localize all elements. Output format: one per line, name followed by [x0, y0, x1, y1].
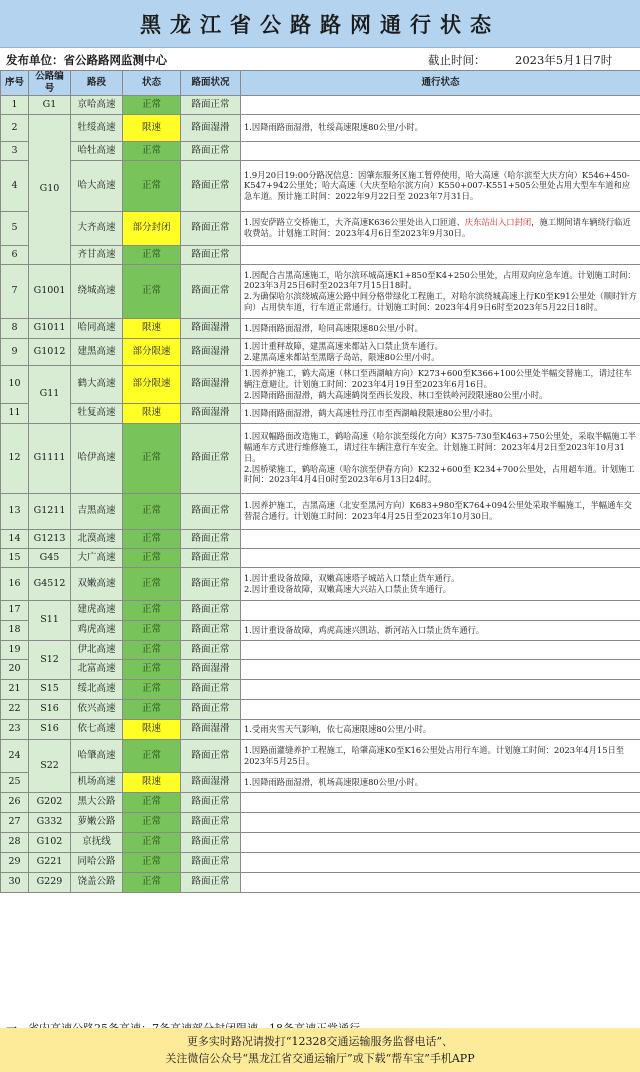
footer-line-2: 关注微信公众号“黑龙江省交通运输厅”或下载“帮车宝”手机APP — [165, 1052, 475, 1065]
row-seq: 26 — [1, 792, 29, 812]
row-status-badge: 正常 — [123, 264, 181, 318]
row-code: G1111 — [29, 423, 71, 493]
row-code: G11 — [29, 365, 71, 423]
row-status-badge: 限速 — [123, 403, 181, 423]
row-status-badge: 正常 — [123, 493, 181, 529]
row-status-badge: 正常 — [123, 812, 181, 832]
row-seq: 28 — [1, 832, 29, 852]
detail-line: 1.因降雨路面湿滑，机场高速限速80公里/小时。 — [244, 776, 423, 787]
row-surface: 路面正常 — [181, 548, 241, 567]
row-code: G1 — [29, 95, 71, 114]
row-seq: 30 — [1, 872, 29, 892]
row-status-badge: 正常 — [123, 852, 181, 872]
table-row — [1, 493, 640, 529]
row-status-badge: 正常 — [123, 739, 181, 772]
table-row — [1, 318, 640, 338]
row-surface: 路面正常 — [181, 600, 241, 620]
row-seq: 7 — [1, 264, 29, 318]
row-status-badge: 正常 — [123, 679, 181, 699]
detail-closure-highlight: 庆东站出入口封闭 — [464, 217, 532, 228]
row-seq: 17 — [1, 600, 29, 620]
row-code: G102 — [29, 832, 71, 852]
row-detail — [241, 679, 640, 699]
row-section: 黑大公路 — [71, 792, 123, 812]
row-status-badge: 正常 — [123, 529, 181, 548]
row-section: 双嫩高速 — [71, 567, 123, 600]
detail-line: 2.为确保哈尔滨绕城高速公路中间分格带绿化工程施工，对哈尔滨绕城高速上行K0至K91公里处（顺时针方向）占用快车道，行车道正常通行。计划施工时间：2023年4月9日6时至2023年5月22日18时。 — [244, 291, 637, 313]
row-status-badge: 限速 — [123, 318, 181, 338]
row-section: 鹤大高速 — [71, 365, 123, 403]
row-status-badge: 正常 — [123, 245, 181, 264]
row-code: G202 — [29, 792, 71, 812]
row-section: 依七高速 — [71, 719, 123, 739]
row-surface: 路面正常 — [181, 699, 241, 719]
row-status-badge: 正常 — [123, 160, 181, 211]
detail-line: 1.因计重设备故障，双嫩高速塔子城站入口禁止货车通行。 — [244, 572, 460, 583]
header-seq: 序号 — [1, 71, 29, 96]
row-section: 哈肇高速 — [71, 739, 123, 772]
detail-line: 1.9月20日19:00分路况信息：因肇东服务区施工暂停使用，哈大高速（哈尔滨至大庆方向）K546+450-K547+942公里处；哈大高速（大庆至哈尔滨方向）K550+007-K551+505公里处占用大型车车道和应急车道。预计施工时间：2022年9月22日至 2023年7月31日。 — [244, 169, 631, 202]
table-row — [1, 264, 640, 318]
row-seq: 23 — [1, 719, 29, 739]
table-row — [1, 95, 640, 114]
row-status-badge: 正常 — [123, 141, 181, 160]
row-section: 建黑高速 — [71, 338, 123, 365]
table-row — [1, 852, 640, 872]
row-status-badge: 正常 — [123, 792, 181, 812]
table-row — [1, 114, 640, 141]
row-seq: 14 — [1, 529, 29, 548]
row-surface: 路面正常 — [181, 852, 241, 872]
row-surface: 路面正常 — [181, 95, 241, 114]
row-section: 哈同高速 — [71, 318, 123, 338]
row-section: 萝嫩公路 — [71, 812, 123, 832]
table-row — [1, 548, 640, 567]
detail-line: 1.因双幅路面改造施工，鹤哈高速（哈尔滨至绥化方向）K375-730至K463+750公里处，采取半幅施工半幅通车方式进行维修施工，请过往车辆注意行车安全。计划施工时间：2023年4月2日至2023年10月31日。 — [244, 431, 637, 463]
table-row — [1, 872, 640, 892]
row-seq: 12 — [1, 423, 29, 493]
row-code: G332 — [29, 812, 71, 832]
table-row — [1, 211, 640, 245]
row-surface: 路面正常 — [181, 529, 241, 548]
row-code: G45 — [29, 548, 71, 567]
row-seq: 19 — [1, 640, 29, 659]
row-surface: 路面湿滑 — [181, 114, 241, 141]
detail-text: 1.因安萨路立交桥施工，大齐高速K636公里处出入口匝道、 — [244, 217, 465, 228]
row-section: 建虎高速 — [71, 600, 123, 620]
header-section: 路段 — [71, 71, 123, 96]
row-section: 哈大高速 — [71, 160, 123, 211]
row-section: 绥北高速 — [71, 679, 123, 699]
row-seq: 5 — [1, 211, 29, 245]
table-row — [1, 245, 640, 264]
row-code: G1211 — [29, 493, 71, 529]
row-seq: 21 — [1, 679, 29, 699]
table-row — [1, 423, 640, 493]
row-code: S15 — [29, 679, 71, 699]
row-seq: 27 — [1, 812, 29, 832]
row-seq: 11 — [1, 403, 29, 423]
table-row — [1, 812, 640, 832]
row-detail — [241, 640, 640, 659]
row-section: 齐甘高速 — [71, 245, 123, 264]
detail-line: 1.因降雨路面湿滑，哈同高速限速80公里/小时。 — [244, 322, 423, 333]
row-surface: 路面正常 — [181, 679, 241, 699]
row-surface: 路面正常 — [181, 567, 241, 600]
table-row — [1, 792, 640, 812]
row-section: 牡复高速 — [71, 403, 123, 423]
row-code: S16 — [29, 719, 71, 739]
header-code: 公路编号 — [29, 71, 71, 96]
table-row — [1, 600, 640, 620]
row-section: 鸡虎高速 — [71, 620, 123, 640]
detail-line: 2.因桥梁施工，鹤哈高速（哈尔滨至伊春方向）K232+600至 K234+700公里处，占用超车道。计划施工时间：2023年4月4日0时至2023年6月13日24时。 — [244, 463, 635, 485]
detail-line: 1.因养护施工，鹤大高速（林口至西湖岫方向）K273+600至K366+100公里处半幅交替施工，请过往车辆注意避让。计划施工时间：2023年4月19日至2023年6月16日。 — [244, 368, 632, 389]
row-detail — [241, 318, 640, 338]
row-detail — [241, 403, 640, 423]
row-seq: 1 — [1, 95, 29, 114]
row-detail — [241, 600, 640, 620]
row-seq: 13 — [1, 493, 29, 529]
detail-text: ，施工期间请车辆绕行临近收费站。计划施工时间：2023年4月6日至2023年9月30日。 — [244, 217, 631, 239]
row-section: 京抚线 — [71, 832, 123, 852]
row-surface: 路面正常 — [181, 423, 241, 493]
row-status-badge: 部分限速 — [123, 365, 181, 403]
row-section: 伊北高速 — [71, 640, 123, 659]
row-seq: 25 — [1, 772, 29, 792]
table-row — [1, 719, 640, 739]
row-surface: 路面正常 — [181, 739, 241, 772]
header-status: 状态 — [123, 71, 181, 96]
row-code: G1001 — [29, 264, 71, 318]
row-detail — [241, 160, 640, 211]
table-row — [1, 640, 640, 659]
row-surface: 路面正常 — [181, 872, 241, 892]
row-seq: 8 — [1, 318, 29, 338]
row-section: 京哈高速 — [71, 95, 123, 114]
row-status-badge: 限速 — [123, 772, 181, 792]
row-section: 哈伊高速 — [71, 423, 123, 493]
row-detail — [241, 245, 640, 264]
row-seq: 4 — [1, 160, 29, 211]
row-status-badge: 正常 — [123, 423, 181, 493]
header-surface: 路面状况 — [181, 71, 241, 96]
row-surface: 路面湿滑 — [181, 365, 241, 403]
row-status-badge: 正常 — [123, 640, 181, 659]
row-status-badge: 部分限速 — [123, 338, 181, 365]
row-detail — [241, 620, 640, 640]
row-section: 哈牡高速 — [71, 141, 123, 160]
row-section: 机场高速 — [71, 772, 123, 792]
row-detail — [241, 719, 640, 739]
row-section: 牡绥高速 — [71, 114, 123, 141]
detail-line: 2.因计重设备故障，双嫩高速大兴站入口禁止货车通行。 — [244, 583, 452, 594]
row-code: G4512 — [29, 567, 71, 600]
row-seq: 3 — [1, 141, 29, 160]
row-surface: 路面正常 — [181, 141, 241, 160]
row-detail — [241, 141, 640, 160]
detail-line: 2.建黑高速来都站至黑瞎子岛站，限速80公里/小时。 — [244, 351, 440, 362]
table-header-row — [1, 71, 640, 96]
row-seq: 29 — [1, 852, 29, 872]
row-code: G1012 — [29, 338, 71, 365]
row-detail — [241, 872, 640, 892]
row-surface: 路面湿滑 — [181, 338, 241, 365]
row-detail — [241, 548, 640, 567]
detail-line: 2.因降雨路面湿滑，鹤大高速鹤岗至西长发段、林口至铁岭河段限速80公里/小时。 — [244, 389, 548, 400]
table-row — [1, 679, 640, 699]
row-detail — [241, 529, 640, 548]
row-status-badge: 正常 — [123, 659, 181, 679]
row-status-badge: 正常 — [123, 832, 181, 852]
row-code: S16 — [29, 699, 71, 719]
row-detail — [241, 95, 640, 114]
row-detail — [241, 114, 640, 141]
row-detail — [241, 264, 640, 318]
row-code: G229 — [29, 872, 71, 892]
table-row — [1, 338, 640, 365]
publisher-label: 发布单位：省公路路网监测中心 — [6, 53, 167, 67]
row-section: 依兴高速 — [71, 699, 123, 719]
row-detail — [241, 772, 640, 792]
row-status-badge: 正常 — [123, 872, 181, 892]
row-seq: 6 — [1, 245, 29, 264]
row-detail — [241, 567, 640, 600]
row-section: 北漠高速 — [71, 529, 123, 548]
status-table — [0, 70, 640, 893]
row-surface: 路面正常 — [181, 264, 241, 318]
table-row — [1, 529, 640, 548]
detail-line: 1.因路面灌缝养护工程施工，哈肇高速K0至K16公里处占用行车道。计划施工时间：2023年4月15日至2023年5月25日。 — [244, 744, 625, 766]
row-section: 大齐高速 — [71, 211, 123, 245]
row-status-badge: 正常 — [123, 600, 181, 620]
meta-row — [0, 48, 640, 70]
detail-line: 1.因降雨路面湿滑，鹤大高速牡丹江市至西湖岫段限速80公里/小时。 — [244, 407, 498, 418]
row-status-badge: 正常 — [123, 620, 181, 640]
row-surface: 路面正常 — [181, 620, 241, 640]
table-row — [1, 141, 640, 160]
row-detail — [241, 659, 640, 679]
table-row — [1, 160, 640, 211]
row-seq: 22 — [1, 699, 29, 719]
table-row — [1, 567, 640, 600]
row-surface: 路面正常 — [181, 640, 241, 659]
detail-line: 1.因计重设备故障，鸡虎高速兴凯站、新河站入口禁止货车通行。 — [244, 624, 485, 635]
row-seq: 9 — [1, 338, 29, 365]
row-seq: 24 — [1, 739, 29, 772]
row-surface: 路面正常 — [181, 160, 241, 211]
header-detail: 通行状态 — [241, 71, 640, 96]
row-detail — [241, 493, 640, 529]
row-detail — [241, 739, 640, 772]
detail-line: 1.受雨夹雪天气影响，依七高速限速80公里/小时。 — [244, 723, 432, 734]
table-row — [1, 403, 640, 423]
row-seq: 18 — [1, 620, 29, 640]
row-detail — [241, 832, 640, 852]
row-seq: 2 — [1, 114, 29, 141]
row-section: 吉黑高速 — [71, 493, 123, 529]
row-section: 大广高速 — [71, 548, 123, 567]
table-row — [1, 739, 640, 772]
row-seq: 20 — [1, 659, 29, 679]
row-code: G221 — [29, 852, 71, 872]
row-code: S11 — [29, 600, 71, 640]
row-status-badge: 正常 — [123, 548, 181, 567]
row-code: G1213 — [29, 529, 71, 548]
row-status-badge: 正常 — [123, 699, 181, 719]
row-section: 同哈公路 — [71, 852, 123, 872]
row-surface: 路面正常 — [181, 211, 241, 245]
table-body — [1, 95, 640, 892]
footer-line-1: 更多实时路况请拨打“12328交通运输服务监督电话”、 — [186, 1035, 454, 1048]
row-surface: 路面正常 — [181, 832, 241, 852]
row-seq: 15 — [1, 548, 29, 567]
row-surface: 路面正常 — [181, 792, 241, 812]
row-surface: 路面湿滑 — [181, 659, 241, 679]
row-section: 饶盖公路 — [71, 872, 123, 892]
row-detail — [241, 365, 640, 403]
row-status-badge: 正常 — [123, 567, 181, 600]
row-status-badge: 正常 — [123, 95, 181, 114]
row-seq: 10 — [1, 365, 29, 403]
row-status-badge: 部分封闭 — [123, 211, 181, 245]
table-row — [1, 772, 640, 792]
row-detail — [241, 423, 640, 493]
row-detail — [241, 792, 640, 812]
row-surface: 路面正常 — [181, 812, 241, 832]
cutoff-label: 截止时间： — [428, 53, 486, 67]
row-section: 北富高速 — [71, 659, 123, 679]
row-surface: 路面湿滑 — [181, 719, 241, 739]
row-code: G10 — [29, 114, 71, 264]
row-surface: 路面湿滑 — [181, 318, 241, 338]
detail-line: 1.因养护施工，吉黑高速（北安至黑河方向）K683+980至K764+094公里处采取半幅施工，半幅通车交替混合通行。计划施工时间：2023年4月25日至2023年10月30日。 — [244, 500, 632, 522]
row-surface: 路面正常 — [181, 493, 241, 529]
row-detail — [241, 812, 640, 832]
row-status-badge: 限速 — [123, 114, 181, 141]
row-status-badge: 限速 — [123, 719, 181, 739]
row-code: S12 — [29, 640, 71, 679]
row-surface: 路面正常 — [181, 245, 241, 264]
row-code: G1011 — [29, 318, 71, 338]
detail-line: 1.因配合吉黑高速施工，哈尔滨环城高速K1+850至K4+250公里处，占用双向应急车道。计划施工时间：2023年3月25日6时至2023年7月15日18时。 — [244, 269, 636, 291]
row-detail — [241, 338, 640, 365]
detail-line: 1.因计重秤故障，建黑高速来都站入口禁止货车通行。 — [244, 340, 443, 351]
page-title: 黑龙江省公路路网通行状态 — [0, 0, 640, 48]
row-code: S22 — [29, 739, 71, 792]
table-row — [1, 620, 640, 640]
table-row — [1, 659, 640, 679]
footer-banner — [0, 1028, 640, 1072]
detail-line: 1.因降雨路面湿滑，牡绥高速限速80公里/小时。 — [244, 122, 423, 133]
table-row — [1, 699, 640, 719]
cutoff-value: 2023年5月1日7时 — [515, 53, 613, 67]
row-detail — [241, 699, 640, 719]
row-detail — [241, 211, 640, 245]
row-section: 绕城高速 — [71, 264, 123, 318]
row-surface: 路面湿滑 — [181, 772, 241, 792]
row-seq: 16 — [1, 567, 29, 600]
row-surface: 路面湿滑 — [181, 403, 241, 423]
table-row — [1, 365, 640, 403]
row-detail — [241, 852, 640, 872]
table-row — [1, 832, 640, 852]
